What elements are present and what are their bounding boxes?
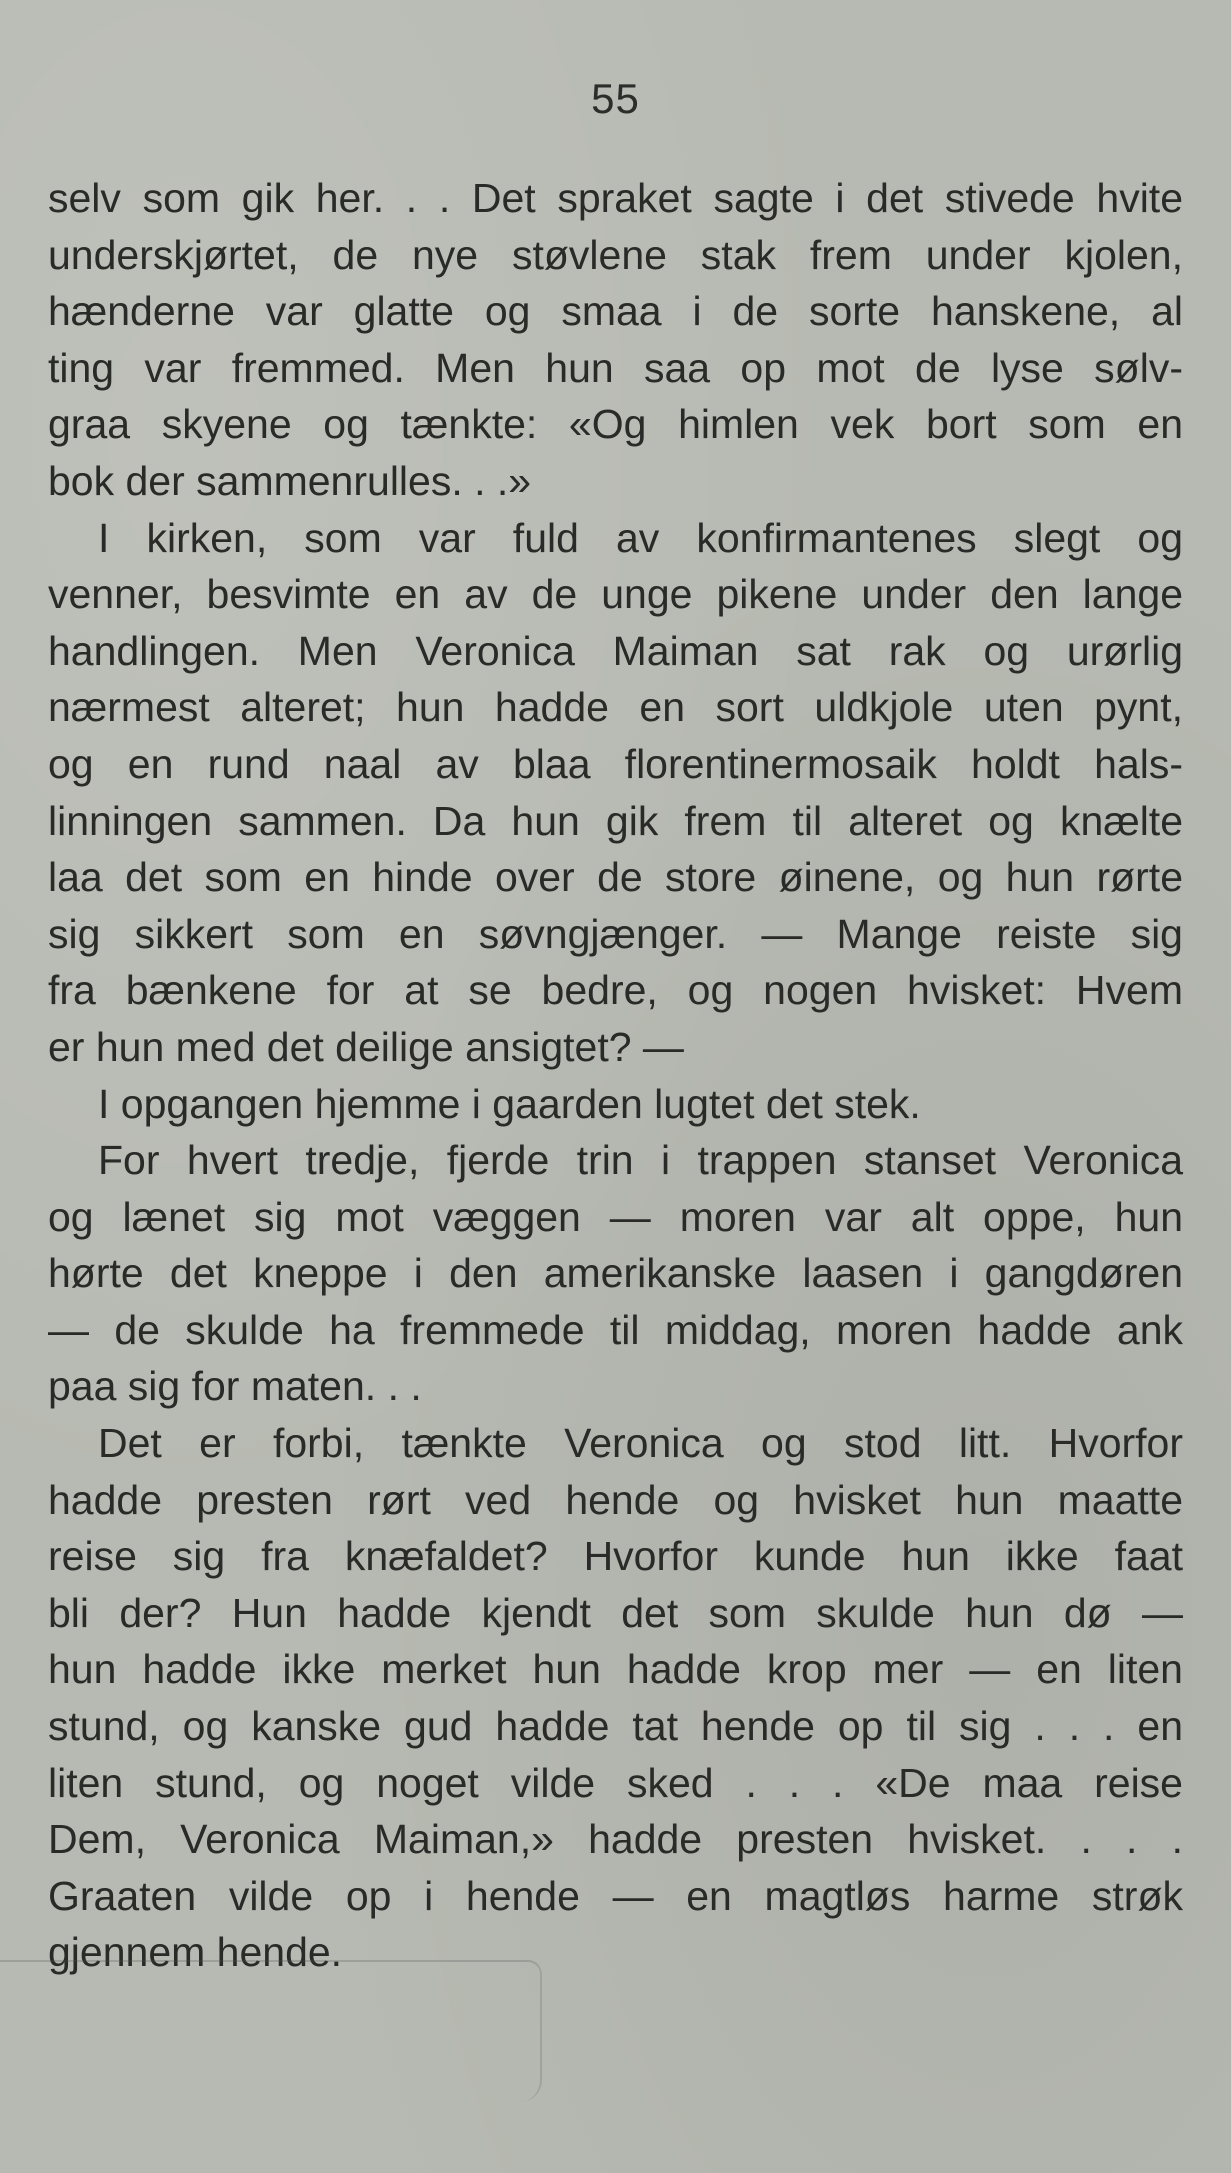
text-line: laa det som en hinde over de store øinene, og hun rørte bbox=[48, 854, 1183, 901]
text-line: fra bænkene for at se bedre, og nogen hvisket: Hvem bbox=[48, 967, 1183, 1014]
text-line: gjennem hende. bbox=[48, 1929, 343, 1976]
text-line: hørte det kneppe i den amerikanske laasen i gangdøren bbox=[48, 1250, 1183, 1297]
text-line: graa skyene og tænkte: «Og himlen vek bort som en bbox=[48, 401, 1183, 448]
body-text bbox=[48, 170, 1183, 1981]
text-line: liten stund, og noget vilde sked . . . «De maa reise bbox=[48, 1759, 1183, 1806]
text-line: ting var fremmed. Men hun saa op mot de lyse sølv- bbox=[48, 344, 1183, 391]
text-line: hadde presten rørt ved hende og hvisket hun maatte bbox=[48, 1476, 1183, 1523]
text-line: og en rund naal av blaa florentinermosaik holdt hals- bbox=[48, 740, 1183, 787]
text-line: handlingen. Men Veronica Maiman sat rak og urørlig bbox=[48, 627, 1183, 674]
text-line: I opgangen hjemme i gaarden lugtet det stek. bbox=[98, 1080, 921, 1127]
text-line: venner, besvimte en av de unge pikene under den lange bbox=[48, 571, 1183, 618]
text-line: nærmest alteret; hun hadde en sort uldkjole uten pynt, bbox=[48, 684, 1183, 731]
text-line: bli der? Hun hadde kjendt det som skulde hun dø — bbox=[48, 1589, 1183, 1636]
text-line: I kirken, som var fuld av konfirmantenes slegt og bbox=[98, 514, 1183, 561]
text-line: reise sig fra knæfaldet? Hvorfor kunde hun ikke faat bbox=[48, 1533, 1183, 1580]
text-line: selv som gik her. . . Det spraket sagte i det stivede hvite bbox=[48, 175, 1183, 221]
text-line: linningen sammen. Da hun gik frem til alteret og knælte bbox=[48, 797, 1183, 844]
text-line: Dem, Veronica Maiman,» hadde presten hvisket. . . . bbox=[48, 1816, 1183, 1863]
text-line: sig sikkert som en søvngjænger. — Mange reiste sig bbox=[48, 910, 1183, 957]
text-line: — de skulde ha fremmede til middag, moren hadde ank bbox=[48, 1306, 1183, 1353]
text-line: bok der sammenrulles. . .» bbox=[48, 457, 532, 504]
text-line: For hvert tredje, fjerde trin i trappen stanset Veronica bbox=[98, 1137, 1183, 1184]
text-line: hænderne var glatte og smaa i de sorte hanskene, al bbox=[48, 288, 1183, 335]
text-line: underskjørtet, de nye støvlene stak frem under kjolen, bbox=[48, 231, 1183, 278]
page-number: 55 bbox=[591, 75, 640, 122]
text-line: og lænet sig mot væggen — moren var alt oppe, hun bbox=[48, 1193, 1183, 1240]
text-line: hun hadde ikke merket hun hadde krop mer — en liten bbox=[48, 1646, 1183, 1693]
text-line: stund, og kanske gud hadde tat hende op til sig . . . en bbox=[48, 1703, 1183, 1750]
text-line: paa sig for maten. . . bbox=[48, 1363, 422, 1410]
text-line: Det er forbi, tænkte Veronica og stod litt. Hvorfor bbox=[98, 1420, 1183, 1467]
text-line: er hun med det deilige ansigtet? — bbox=[48, 1023, 684, 1070]
text-line: Graaten vilde op i hende — en magtløs harme strøk bbox=[48, 1872, 1183, 1919]
page-wear-mark bbox=[0, 1960, 542, 2102]
